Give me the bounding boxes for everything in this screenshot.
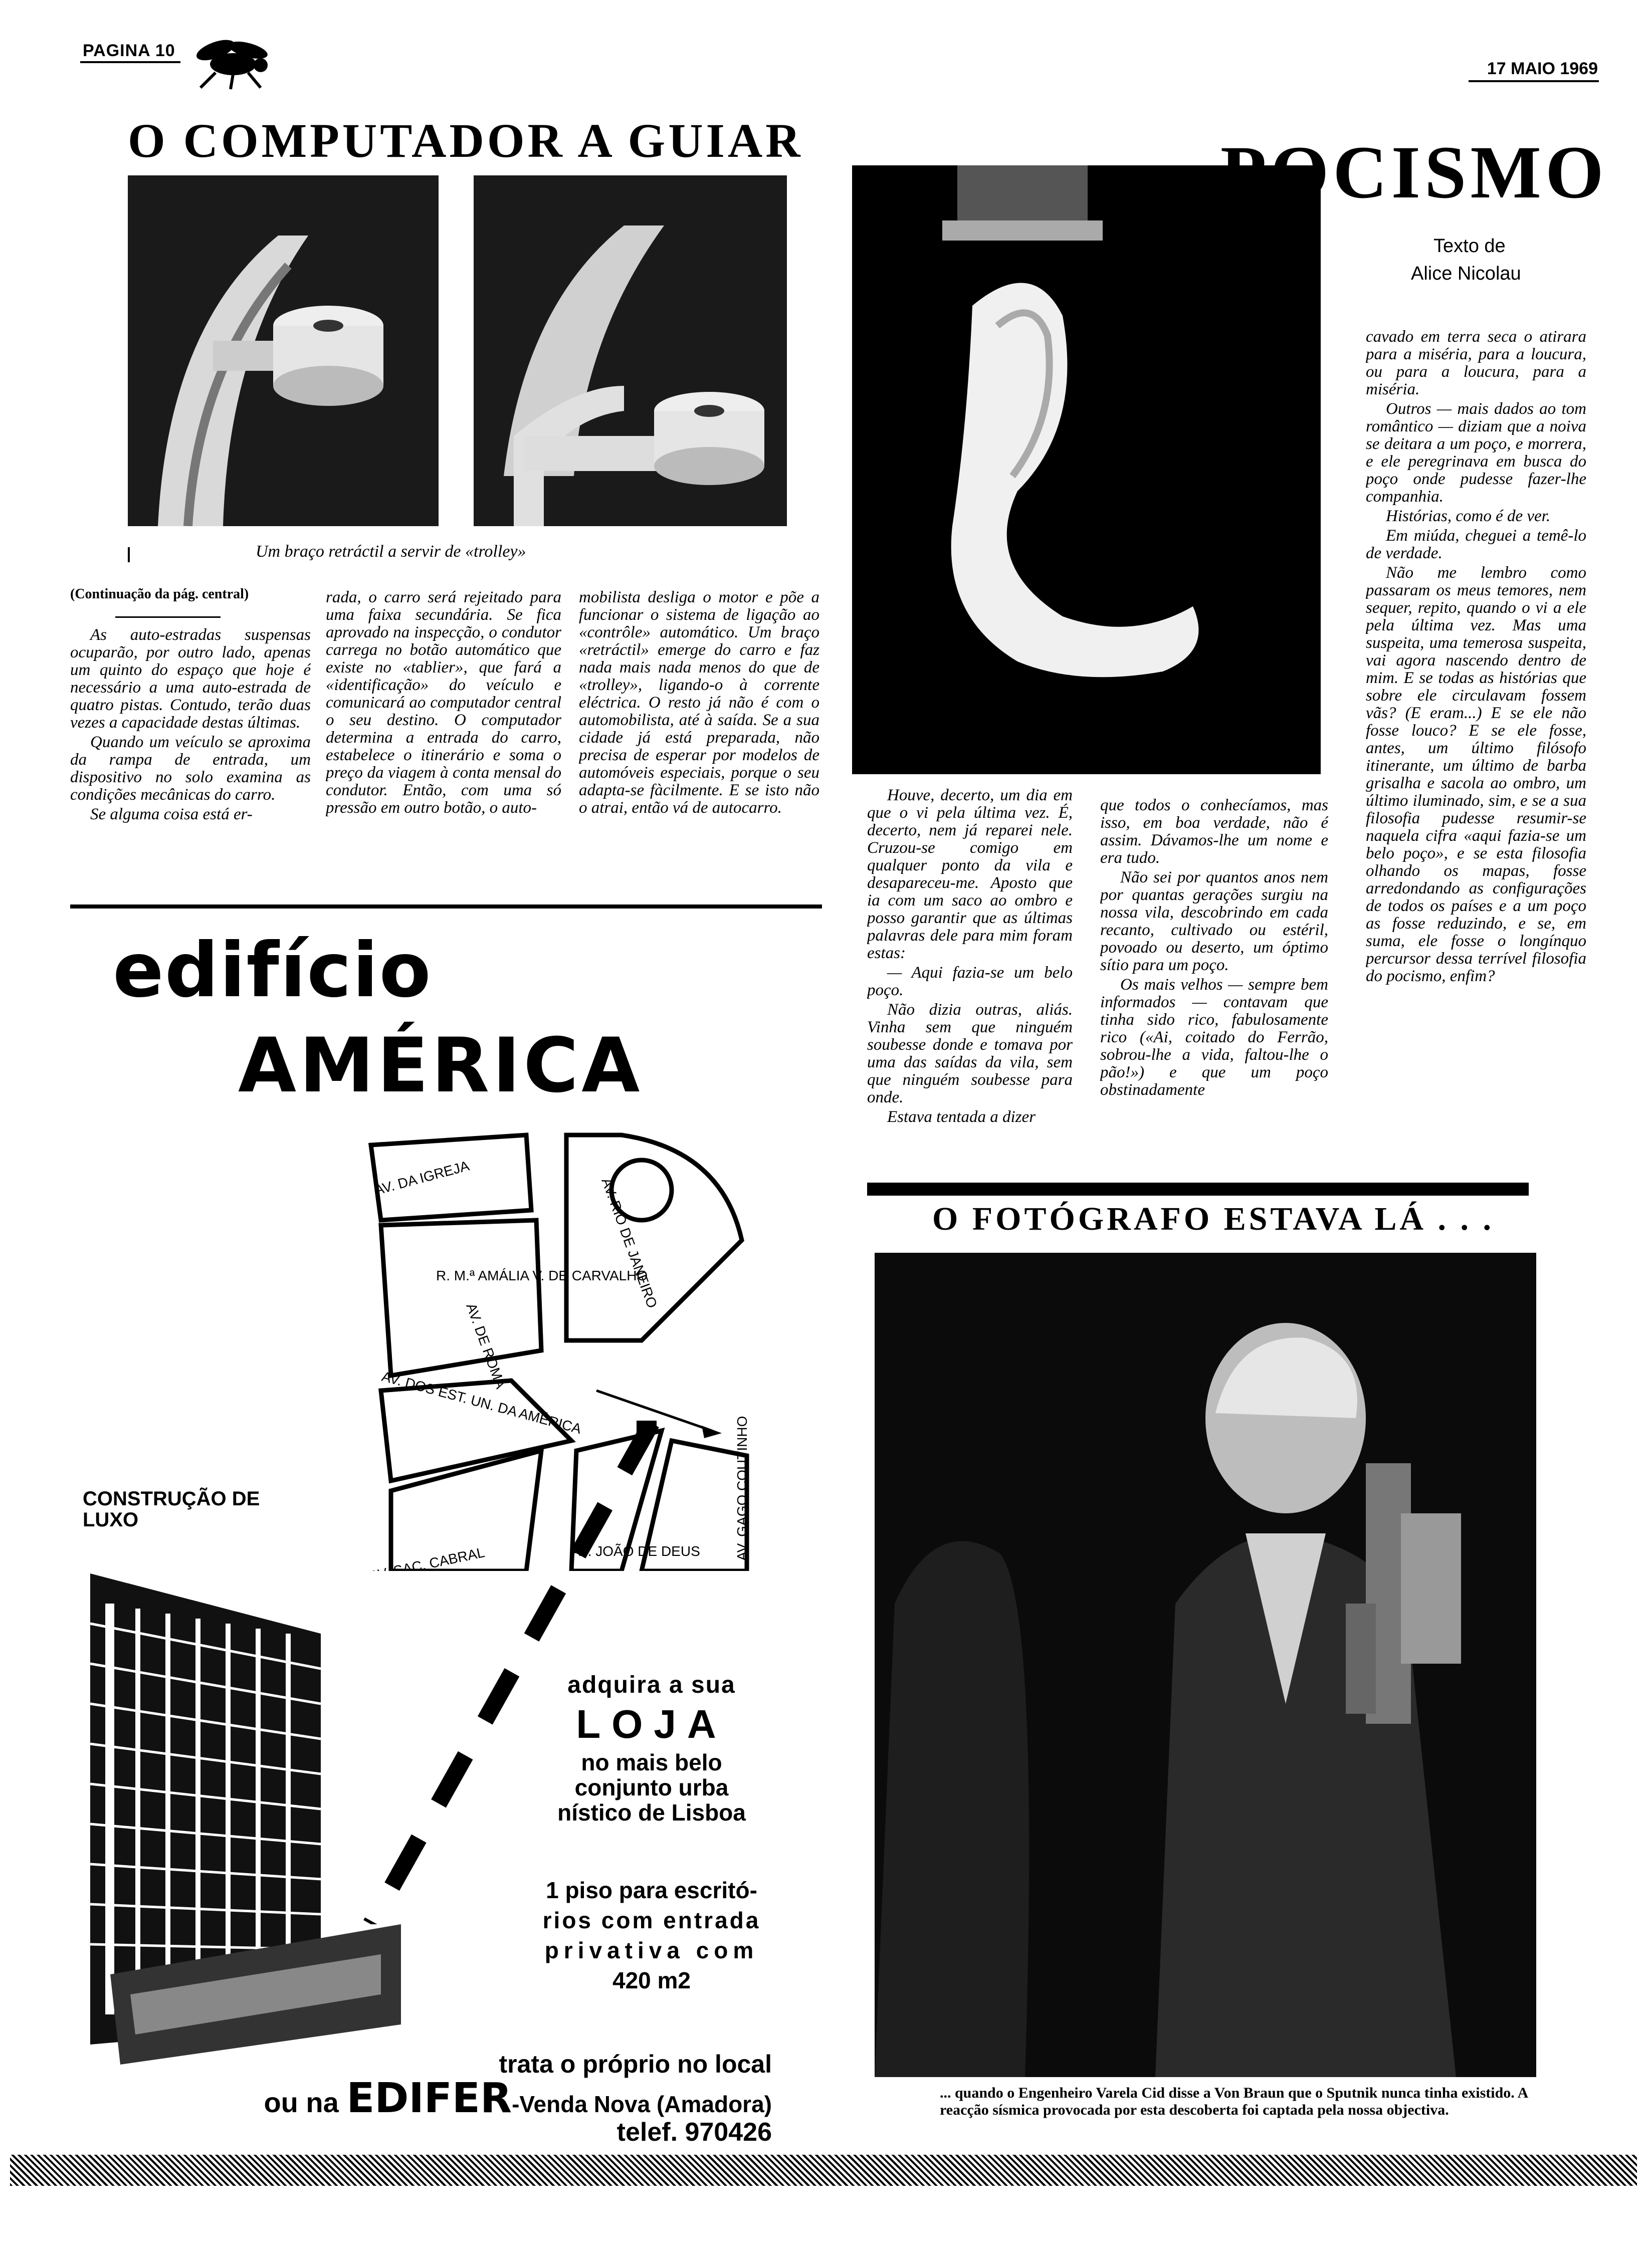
- photographer-caption: ... quando o Engenheiro Varela Cid disse a Von Braun que o Sputnik nunca tinha existido. A reacção sísmica provocada por esta descoberta foi captada pela nossa objectiva.: [940, 2085, 1528, 2118]
- paragraph: Houve, decerto, um dia em que o vi pela última vez. É, decerto, nem já reparei nele. Cruzou-se comigo em qualquer ponto da vila e desapareceu-me. Aposto que ia com um saco ao ombro e posso garantir que as últimas palavras dele para mim foram estas:: [867, 787, 1073, 962]
- paragraph: Não dizia outras, aliás. Vinha sem que ninguém soubesse donde e tomava por uma das saídas da vila, sem que ninguém soubesse para onde.: [867, 1001, 1073, 1106]
- pocismo-byline-1: Texto de: [1433, 236, 1506, 257]
- paragraph: rada, o carro será rejeitado para uma faixa secundária. Se fica aprovado na inspecção, o condutor carrega no botão automático que existe no «tablier», que fará a «identificação» do veículo e comunicará ao computador central o seu destino. O computador determina a entrada do carro, estabelece o itinerário e soma o preço da viagem à conta mensal do condutor. Então, com uma só pressão em outro botão, o auto-: [326, 589, 561, 817]
- contact-text-2a: ou na: [264, 2087, 347, 2118]
- ad-luxury-label: CONSTRUÇÃO DE LUXO: [83, 1488, 260, 1531]
- contact-text-1: trata o próprio no local: [499, 2050, 772, 2078]
- trolley-caption: Um braço retráctil a servir de «trolley»: [256, 542, 526, 561]
- cta-text-5: nístico de Lisboa: [557, 1799, 746, 1826]
- floor-text-3: privativa com: [544, 1937, 759, 1963]
- photographer-title: O FOTÓGRAFO ESTAVA LÁ . . .: [932, 1201, 1495, 1237]
- svg-text:AV. DOS EST. UN. DA AMÉRICA: AV. DOS EST. UN. DA AMÉRICA: [380, 1368, 583, 1437]
- paragraph: — Aqui fazia-se um belo poço.: [867, 964, 1073, 999]
- header-rule-right: [1469, 80, 1599, 82]
- floor-text-2: rios com entrada: [542, 1907, 761, 1933]
- paragraph: Não me lembro como passaram os meus temores, nem sequer, repito, quando o vi a ele pela última vez. Mas uma suspeita, uma temerosa suspeita, vai agora nascendo dentro de mim. E se todas as histórias que sobre ele circulavam fossem vãs? (E eram...) E se ele não fosse louco? E se ele fosse, antes, um último filósofo itinerante, um último de barba grisalha e sacola ao ombro, um último iluminado, sim, e se a sua filosofia pudesse resumir-se naquela cifra «aqui fazia-se um belo poço», e se esta filosofia olhando os mapas, fosse arredondando as configurações de todos os países e a um poço as fosse reduzindo, e se, em suma, ele fosse o longínquo percursor dessa terrível filosofia do pocismo, enfim?: [1366, 564, 1586, 985]
- well-photo: [852, 165, 1321, 774]
- pocismo-column-b: [1100, 797, 1328, 1168]
- cta-shop-word: LOJA: [576, 1702, 727, 1746]
- edifer-brand: EDIFER: [346, 2075, 512, 2122]
- contact-text-2c: -Venda Nova (Amadora): [512, 2091, 772, 2117]
- svg-text:AV. GAGO COUTINHO: AV. GAGO COUTINHO: [734, 1416, 750, 1561]
- computer-column-2: [326, 589, 561, 892]
- caption-tick: [128, 547, 130, 562]
- building-illustration: [80, 1543, 401, 2070]
- fly-logo-icon: [185, 35, 281, 90]
- section-divider-right: [867, 1183, 1529, 1196]
- pocismo-author: Alice Nicolau: [1411, 263, 1521, 284]
- contact-line-2: [70, 2075, 772, 2122]
- svg-text:AV. JOÃO DE DEUS: AV. JOÃO DE DEUS: [571, 1543, 700, 1559]
- floor-text-4: 420 m2: [612, 1967, 691, 1993]
- issue-date: 17 MAIO 1969: [1487, 59, 1598, 78]
- pocismo-column-a: [867, 787, 1073, 1168]
- paragraph: Não sei por quantos anos nem por quantas gerações surgiu na nossa vila, descobrindo em cada recanto, cultivado ou estéril, povoado ou deserto, um óptimo sítio para um poço.: [1100, 868, 1328, 974]
- pocismo-title: POCISMO: [1220, 131, 1608, 214]
- paragraph: Em miúda, cheguei a temê-lo de verdade.: [1366, 527, 1586, 562]
- paragraph: cavado em terra seca o atirara para a miséria, para a loucura, ou para a loucura, para a miséria.: [1366, 328, 1586, 398]
- svg-text:AV. DA IGREJA: AV. DA IGREJA: [372, 1158, 471, 1198]
- paragraph: Estava tentada a dizer: [887, 1108, 1036, 1126]
- cta-text-4: conjunto urba: [574, 1774, 729, 1800]
- ad-word-america: AMÉRICA: [238, 1022, 643, 1109]
- svg-text:R. M.ª AMÁLIA V. DE CARVALHO: R. M.ª AMÁLIA V. DE CARVALHO: [436, 1268, 648, 1283]
- paragraph: Se alguma coisa está er-: [90, 805, 253, 823]
- computer-column-3: [579, 589, 819, 892]
- svg-text:AV. SAC. CABRAL: AV. SAC. CABRAL: [368, 1544, 486, 1571]
- photographer-photo: [875, 1253, 1536, 2077]
- cta-text-3: no mais belo: [581, 1749, 722, 1775]
- continuation-note: (Continuação da pág. central): [70, 586, 249, 602]
- paragraph: Quando um veículo se aproxima da rampa de entrada, um dispositivo no solo examina as condições mecânicas do carro.: [70, 733, 311, 804]
- ad-word-edificio: edifício: [113, 927, 432, 1014]
- paragraph: Outros — mais dados ao tom romântico — diziam que a noiva se deitara a um poço, e morrera, e ele peregrinava em busca do poço onde pudesse fazer-lhe companhia.: [1366, 400, 1586, 506]
- contact-phone: telef. 970426: [616, 2118, 772, 2147]
- header-rule-left: [80, 61, 180, 63]
- paragraph: mobilista desliga o motor e põe a funcionar o sistema de ligação ao «contrôle» automático. Um braço «retráctil» emerge do carro e faz nada mais nada menos do que de «trolley», ligando-o à corrente eléctrica. O resto já não é com o automobilista, até à saída. Se a sua cidade já está preparada, não precisa de esperar por modelos de automóveis especiais, porque o seu adapta-se fàcilmente. E se isto não o atrai, então vá de autocarro.: [579, 589, 819, 817]
- paragraph: Histórias, como é de ver.: [1386, 507, 1551, 525]
- svg-text:AV. RIO DE JANEIRO: AV. RIO DE JANEIRO: [598, 1176, 661, 1310]
- paragraph: As auto-estradas suspensas ocuparão, por outro lado, apenas um quinto do espaço que hoje é necessário a uma auto-estrada de quatro pistas. Contudo, terão duas vezes a capacidade destas últimas.: [70, 626, 311, 732]
- paragraph: Os mais velhos — sempre bem informados — contavam que tinha sido rico, fabulosamente rico («Ai, coitado do Ferrão, sobrou-lhe a vida, faltou-lhe o pão!») e que um poço obstinadamente: [1100, 976, 1328, 1099]
- trolley-photo-2: [474, 175, 787, 526]
- cta-text-1: adquira a sua: [567, 1672, 736, 1698]
- section-divider: [70, 904, 822, 909]
- paragraph: que todos o conhecíamos, mas isso, em boa verdade, não é assim. Dávamos-lhe um nome e era tudo.: [1100, 797, 1328, 867]
- bottom-border-band: [10, 2155, 1637, 2186]
- pocismo-column-c: [1366, 328, 1586, 1170]
- computer-column-1: [70, 626, 311, 892]
- svg-text:AV. DE ROMA: AV. DE ROMA: [463, 1301, 509, 1391]
- trolley-photo-1: [128, 175, 439, 526]
- computer-article-title: O COMPUTADOR A GUIAR: [128, 114, 803, 167]
- continuation-rule: [115, 616, 221, 618]
- page-number: PAGINA 10: [83, 41, 175, 60]
- floor-text-1: 1 piso para escritó-: [546, 1877, 757, 1903]
